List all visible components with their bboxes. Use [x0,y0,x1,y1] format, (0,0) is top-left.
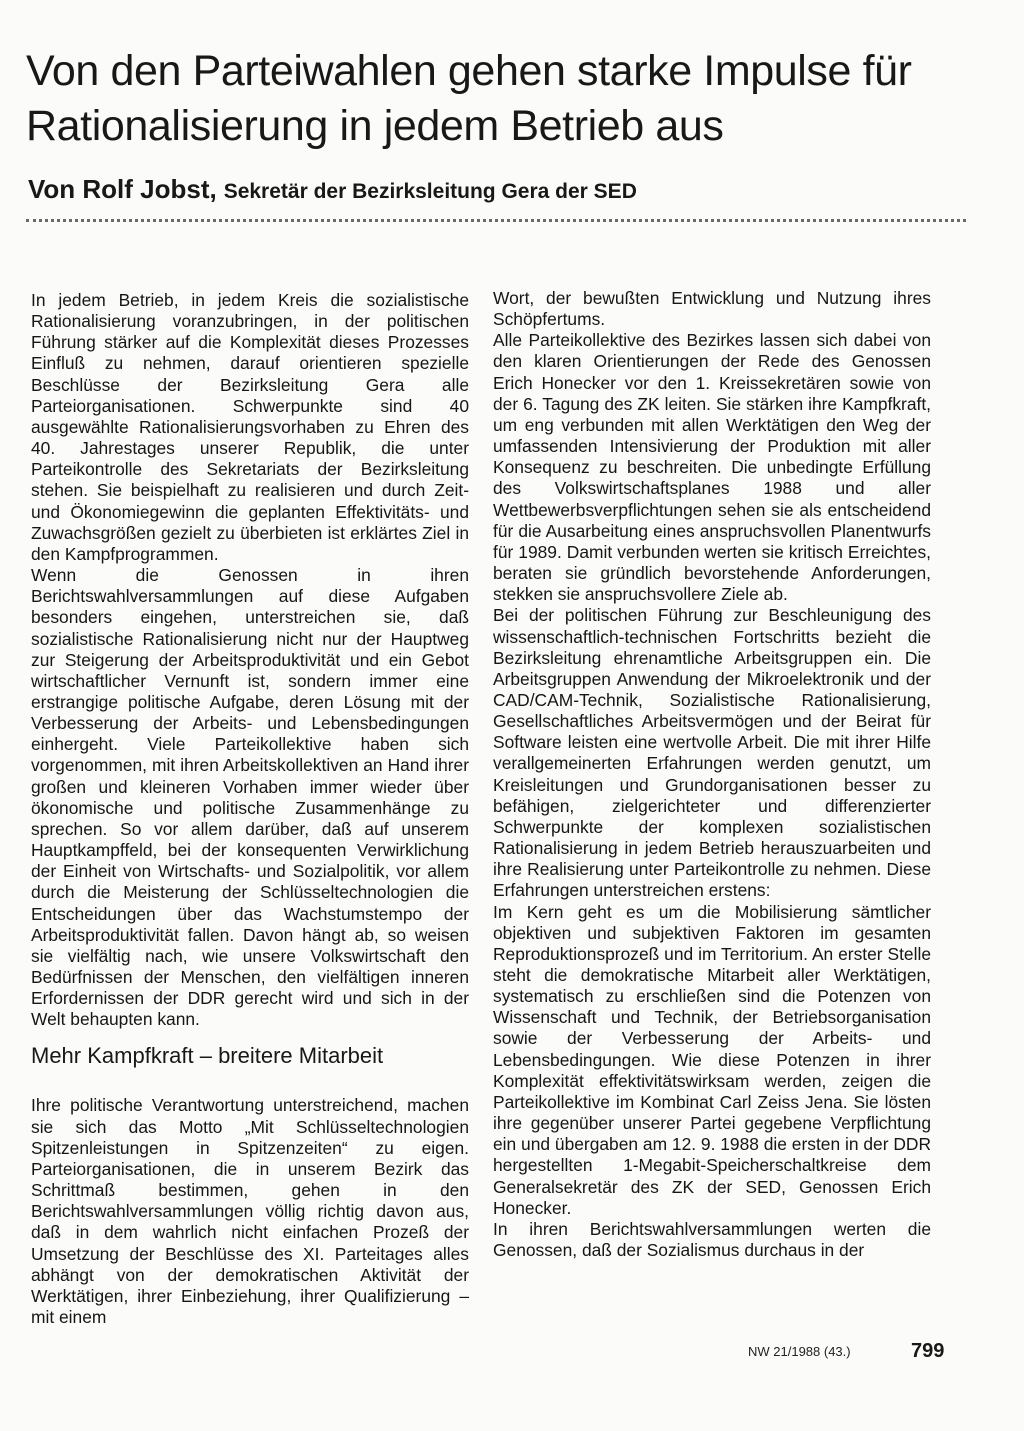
body-paragraph: Im Kern geht es um die Mobilisierung sämtlicher objektiven und subjektiven Faktoren im gesamten Reproduktionsprozeß und im Territorium. An erster Stelle steht die demokratische Mitarbeit aller Werktätigen, systematisch zu erschließen sind die Potenzen von Wissenschaft und Technik, der Betriebsorganisation sowie der Verbesserung der Arbeits- und Lebensbedingungen. Wie diese Potenzen in ihrer Komplexität effektivitätswirksam werden, zeigen die Parteikollektive im Kombinat Carl Zeiss Jena. Sie lösten ihre gegenüber unserer Partei gegebene Verpflichtung ein und übergaben am 12. 9. 1988 die ersten in der DDR hergestellten 1-Megabit-Speicherschaltkreise dem Generalsekretär des ZK der SED, Genossen Erich Honecker. [493,901,931,1218]
title-divider [26,219,966,222]
page-number: 799 [911,1340,945,1362]
body-paragraph: Wort, der bewußten Entwicklung und Nutzung ihres Schöpfertums. [493,288,931,330]
byline-author: Von Rolf Jobst, [28,174,217,204]
body-paragraph: Ihre politische Verantwortung unterstreichend, machen sie sich das Motto „Mit Schlüsseltechnologien Spitzenleistungen in Spitzenzeiten“ zu eigen. Parteiorganisationen, die in unserem Bezirk das Schrittmaß bestimmen, gehen in den Berichtswahlversammlungen völlig richtig davon aus, daß in dem wahrlich nicht einfachen Prozeß der Umsetzung der Beschlüsse des XI. Parteitages alles abhängt von der demokratischen Aktivität der Werktätigen, ihrer Einbeziehung, ihrer Qualifizierung – mit einem [31,1095,469,1328]
article-title: Von den Parteiwahlen gehen starke Impulse für Rationalisierung in jedem Betrieb aus [26,47,912,150]
byline [28,173,928,208]
body-paragraph: Wenn die Genossen in ihren Berichtswahlversammlungen auf diese Aufgaben besonders eingehen, unterstreichen sie, daß sozialistische Rationalisierung nicht nur der Hauptweg zur Steigerung der Arbeitsproduktivität und ein Gebot wirtschaftlicher Vernunft ist, sondern immer eine erstrangige politische Aufgabe, deren Lösung mit der Verbesserung der Arbeits- und Lebensbedingungen einhergeht. Viele Parteikollektive haben sich vorgenommen, mit ihren Arbeitskollektiven an Hand ihrer großen und kleineren Vorhaben immer wieder über ökonomische und politische Zusammenhänge zu sprechen. So vor allem darüber, daß auf unserem Hauptkampffeld, bei der konsequenten Verwirklichung der Einheit von Wirtschafts- und Sozialpolitik, vor allem durch die Meisterung der Schlüsseltechnologien die Entscheidungen über das Wachstumstempo der Arbeitsproduktivität fallen. Davon hängt ab, so weisen sie vielfältig nach, wie unsere Volkswirtschaft den Bedürfnissen der Menschen, den vielfältigen inneren Erfordernissen der DDR gerecht wird und sich in der Welt behaupten kann. [31,565,469,1030]
section-heading: Mehr Kampfkraft – breitere Mitarbeit [31,1043,384,1069]
byline-role: Sekretär der Bezirksleitung Gera der SED [223,180,637,203]
body-paragraph: Bei der politischen Führung zur Beschleunigung des wissenschaftlich-technischen Fortschritts bezieht die Bezirksleitung ehrenamtliche Arbeitsgruppen ein. Die Arbeitsgruppen Anwendung der Mikroelektronik und der CAD/CAM-Technik, Sozialistische Rationalisierung, Gesellschaftliches Arbeitsvermögen und der Beirat für Software leisten eine wertvolle Arbeit. Die mit ihrer Hilfe verallgemeinerten Erfahrungen werden genutzt, um Kreisleitungen und Grundorganisationen besser zu befähigen, zielgerichteter und differenzierter Schwerpunkte der komplexen sozialistischen Rationalisierung in jedem Betrieb herauszuarbeiten und ihre Realisierung unter Parteikontrolle zu nehmen. Diese Erfahrungen unterstreichen erstens: [493,605,931,901]
right-column [493,288,931,1261]
body-paragraph: In jedem Betrieb, in jedem Kreis die sozialistische Rationalisierung voranzubringen, in der politischen Führung stärker auf die Komplexität dieses Prozesses Einfluß zu nehmen, darauf orientieren spezielle Beschlüsse der Bezirksleitung Gera alle Parteiorganisationen. Schwerpunkte sind 40 ausgewählte Rationalisierungsvorhaben zu Ehren des 40. Jahrestages unserer Republik, die unter Parteikontrolle des Sekretariats der Bezirksleitung stehen. Sie beispielhaft zu realisieren und durch Zeit- und Ökonomiegewinn die geplanten Effektivitäts- und Zuwachsgrößen gezielt zu überbieten ist erklärtes Ziel in den Kampfprogrammen. [31,290,469,564]
issue-reference: NW 21/1988 (43.) [748,1344,851,1359]
body-paragraph: Alle Parteikollektive des Bezirkes lassen sich dabei von den klaren Orientierungen der Rede des Genossen Erich Honecker vor den 1. Kreissekretären sowie von der 6. Tagung des ZK leiten. Sie stärken ihre Kampfkraft, um eng verbunden mit allen Werktätigen den Weg der umfassenden Intensivierung der Produktion mit aller Konsequenz zu beschreiten. Die unbedingte Erfüllung des Volkswirtschaftsplanes 1988 und aller Wettbewerbsverpflichtungen sehen sie als entscheidend für die Ausarbeitung eines anspruchsvollen Planentwurfs für 1989. Damit verbunden werten sie kritisch Erreichtes, beraten sie gründlich bevorstehende Anforderungen, stekken sie anspruchsvollere Ziele ab. [493,330,931,605]
body-paragraph: In ihren Berichtswahlversammlungen werten die Genossen, daß der Sozialismus durchaus in der [493,1218,931,1261]
left-column [31,290,469,1328]
